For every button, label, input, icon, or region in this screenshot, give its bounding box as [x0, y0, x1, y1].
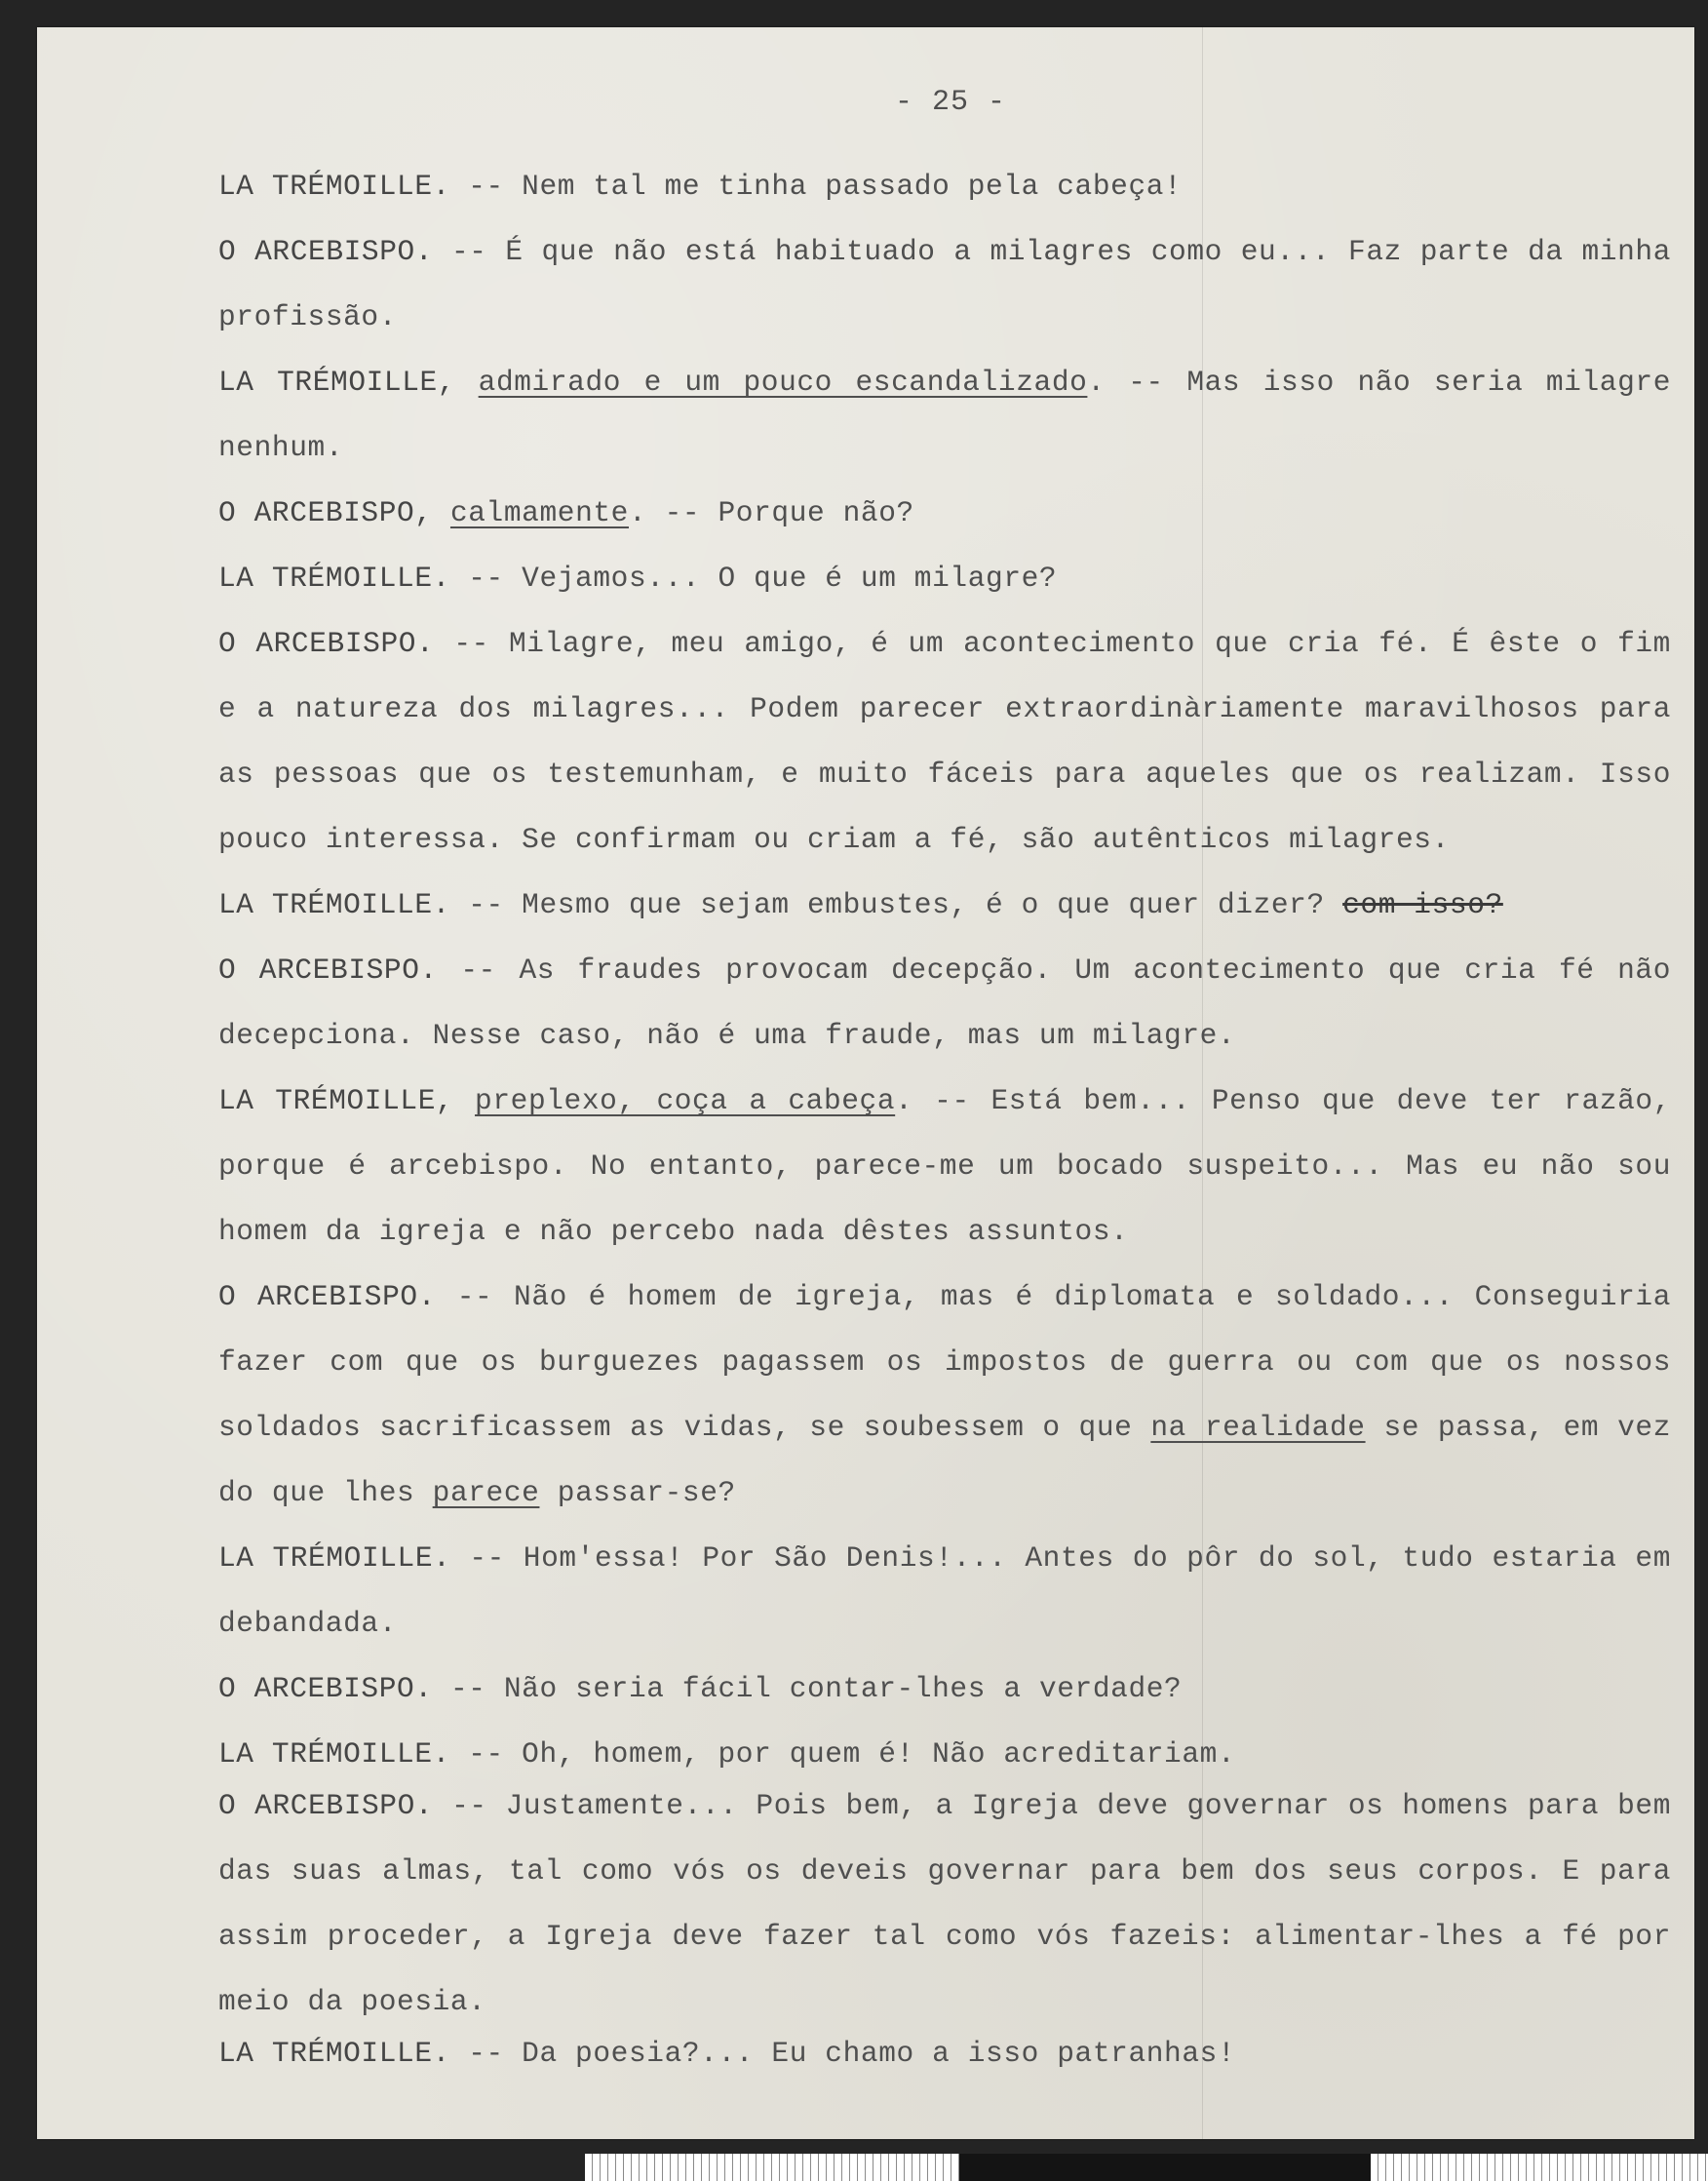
scale-white-segment	[1371, 2154, 1708, 2181]
speaker-name: O ARCEBISPO.	[218, 1789, 434, 1822]
stage-direction: calmamente	[449, 496, 629, 529]
stage-direction: preplexo, coça a cabeça	[475, 1084, 896, 1117]
dialogue-line	[218, 154, 1671, 219]
dialogue-text: -- As fraudes provocam decepção. Um acontecimento que cria fé não decepciona. Nesse caso, não é uma fraude, mas um milagre.	[218, 954, 1671, 1052]
dialogue-text: -- Justamente... Pois bem, a Igreja deve governar os homens para bem das suas almas, tal como vós os deveis governar para bem dos seus corpos. E para assim proceder, a Igreja deve fazer tal como vós fazeis: alimentar-lhes a fé por meio da poesia.	[218, 1789, 1671, 2018]
dialogue-line	[218, 1069, 1671, 1265]
dialogue-line	[218, 1265, 1671, 1526]
dialogue-text: -- Oh, homem, por quem é! Não acreditariam.	[449, 1737, 1236, 1771]
color-calibration-scale	[585, 2154, 1708, 2181]
scale-black-segment	[959, 2154, 1371, 2181]
speaker-name: O ARCEBISPO.	[218, 1672, 433, 1705]
dialogue-text: . -- Está bem... Penso que deve ter razão, porque é arcebispo. No entanto, parece-me um bocado suspeito... Mas eu não sou homem da igreja e não percebo nada dêstes assuntos.	[218, 1084, 1671, 1248]
dialogue-line	[218, 1526, 1671, 1656]
dialogue-line	[218, 2021, 1671, 2086]
speaker-name: LA TRÉMOILLE.	[218, 888, 450, 921]
dialogue-text: . -- Mas isso não seria milagre nenhum.	[218, 366, 1671, 464]
typewritten-page	[37, 27, 1694, 2139]
dialogue-text: -- Da poesia?... Eu chamo a isso patranhas!	[449, 2037, 1236, 2070]
speaker-name: LA TRÉMOILLE.	[218, 1737, 450, 1771]
speaker-name: O ARCEBISPO.	[218, 1280, 437, 1313]
dialogue-text: -- Hom'essa! Por São Denis!... Antes do pôr do sol, tudo estaria em debandada.	[218, 1541, 1672, 1640]
dialogue-text: -- Não seria fácil contar-lhes a verdade?	[432, 1672, 1183, 1705]
scale-white-segment	[585, 2154, 959, 2181]
underlined-phrase: na realidade	[1150, 1411, 1366, 1444]
speaker-name: O ARCEBISPO.	[218, 235, 434, 268]
dialogue-line	[218, 873, 1671, 938]
dialogue-text: -- Não é homem de igreja, mas é diplomata e soldado... Conseguiria fazer com que os burguezes pagassem os impostos de guerra ou com que os nossos soldados sacrificassem as vidas, se soubessem o que	[218, 1280, 1671, 1444]
dialogue-line	[218, 1773, 1671, 2035]
speaker-name: O ARCEBISPO.	[218, 954, 438, 987]
speaker-name: LA TRÉMOILLE.	[218, 562, 450, 595]
dialogue-text: -- Vejamos... O que é um milagre?	[449, 562, 1058, 595]
dialogue-text: -- Nem tal me tinha passado pela cabeça!	[449, 170, 1183, 203]
dialogue-text: se passa, em vez do que lhes	[218, 1411, 1672, 1509]
dialogue-text: -- Mesmo que sejam embustes, é o que quer dizer?	[449, 888, 1325, 921]
speaker-name: O ARCEBISPO.	[218, 627, 435, 660]
dialogue-line	[218, 938, 1671, 1069]
dialogue-text: -- Milagre, meu amigo, é um acontecimento que cria fé. É êste o fim e a natureza dos milagres... Podem parecer extraordinàriamente maravilhosos para as pessoas que os testemunham, e muito fáceis para aqueles que os realizam. Isso pouco interessa. Se confirmam ou criam a fé, são autênticos milagres.	[218, 627, 1671, 856]
dialogue-line	[218, 350, 1671, 481]
dialogue-line	[218, 219, 1671, 350]
speaker-name: LA TRÉMOILLE.	[218, 1541, 451, 1575]
dialogue-text: passar-se?	[539, 1476, 736, 1509]
speaker-name: LA TRÉMOILLE,	[218, 1084, 454, 1117]
script-text	[218, 154, 1671, 2086]
dialogue-line	[218, 481, 1671, 546]
underlined-word: parece	[432, 1476, 540, 1509]
speaker-name: O ARCEBISPO,	[218, 496, 433, 529]
speaker-name: LA TRÉMOILLE.	[218, 170, 450, 203]
struck-through-text: com isso?	[1342, 888, 1503, 921]
dialogue-text: . -- Porque não?	[628, 496, 914, 529]
dialogue-line	[218, 1656, 1671, 1722]
page-number: - 25 -	[895, 86, 1007, 119]
speaker-name: LA TRÉMOILLE,	[218, 366, 456, 399]
dialogue-text: -- É que não está habituado a milagres como eu... Faz parte da minha profissão.	[218, 235, 1671, 333]
dialogue-line	[218, 546, 1671, 611]
dialogue-line	[218, 611, 1671, 873]
stage-direction: admirado e um pouco escandalizado	[478, 366, 1088, 399]
speaker-name: LA TRÉMOILLE.	[218, 2037, 450, 2070]
